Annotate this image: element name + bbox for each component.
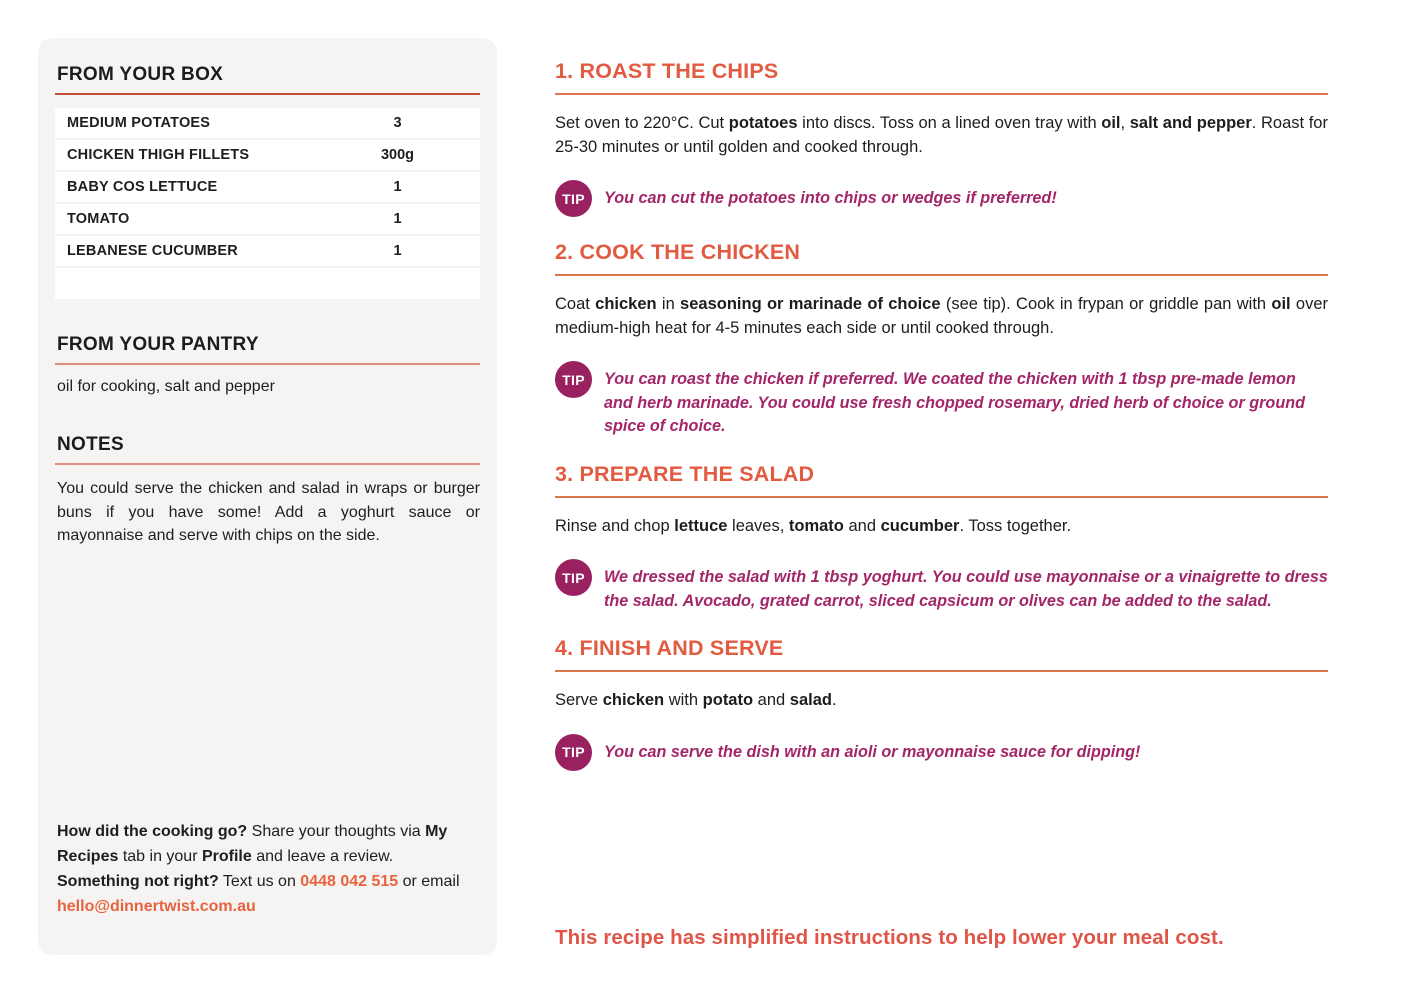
step-section-3: [555, 462, 1328, 614]
text-run: . Toss together.: [959, 516, 1072, 535]
step-rule: [555, 670, 1328, 672]
from-your-box-title: FROM YOUR BOX: [57, 64, 224, 85]
text-run: Rinse and chop: [555, 516, 675, 535]
text-run: ,: [1120, 114, 1130, 132]
ingredient-qty: 3: [393, 115, 402, 131]
step-title: 3. PREPARE THE SALAD: [555, 461, 815, 486]
text-run: Something not right?: [57, 873, 219, 890]
text-run: .: [831, 691, 837, 709]
ingredient-name: LEBANESE CUCUMBER: [67, 243, 238, 259]
ingredient-row: [55, 236, 480, 268]
notes-rule: [55, 463, 480, 465]
text-run: tab in your: [118, 848, 202, 865]
text-run: over medium-high heat for 4-5 minutes each side or until cooked through.: [555, 295, 1329, 337]
text-run: (see tip). Cook in frypan or griddle pan with: [940, 295, 1272, 313]
pantry-text: oil for cooking, salt and pepper: [57, 378, 275, 395]
tip-badge: TIP: [555, 180, 592, 217]
text-run: Share your thoughts via: [247, 823, 426, 840]
ingredient-qty: 1: [393, 243, 402, 259]
step-body: [555, 293, 1328, 340]
tip-text: You can cut the potatoes into chips or wedges if preferred!: [604, 189, 1057, 207]
recipe-sidebar-card: [38, 38, 497, 955]
ingredients-table: [55, 108, 480, 299]
text-run: chicken: [602, 691, 665, 709]
text-run: and leave a review.: [251, 848, 394, 865]
ingredient-qty: 1: [393, 211, 402, 227]
ingredient-name: BABY COS LETTUCE: [67, 179, 218, 195]
text-run: Serve: [555, 691, 603, 709]
tip-row: [555, 180, 1328, 217]
from-your-pantry-rule: [55, 363, 480, 365]
step-section-2: [555, 240, 1328, 439]
text-run: oil: [1271, 295, 1291, 313]
text-run: with: [664, 691, 703, 709]
ingredient-name: TOMATO: [67, 211, 130, 227]
ingredient-name: MEDIUM POTATOES: [67, 115, 211, 131]
text-run: seasoning or marinade of choice: [680, 295, 941, 313]
text-run: potatoes: [728, 114, 798, 132]
tip-row: [555, 734, 1328, 771]
text-run: Coat: [555, 295, 596, 313]
text-run: salad: [789, 691, 832, 709]
text-run: . Roast for 25-30 minutes or until golden and cooked through.: [555, 114, 1328, 156]
phone-number: 0448 042 515: [300, 873, 399, 890]
text-run: How did the cooking go?: [57, 823, 248, 840]
tip-text: You can serve the dish with an aioli or mayonnaise sauce for dipping!: [604, 742, 1141, 761]
text-run: cucumber: [880, 516, 960, 535]
ingredient-qty: 300g: [380, 147, 415, 163]
feedback-text: [55, 819, 480, 919]
step-section-4: [555, 636, 1328, 771]
notes-title: NOTES: [57, 434, 124, 455]
ingredient-row: [55, 204, 480, 236]
text-run: into discs. Toss on a lined oven tray with: [797, 114, 1102, 132]
from-your-pantry-title: FROM YOUR PANTRY: [57, 334, 259, 355]
email-link[interactable]: hello@dinnertwist.com.au: [57, 898, 256, 915]
step-body: [555, 112, 1328, 159]
cost-saving-note: This recipe has simplified instructions to help lower your meal cost.: [555, 926, 1224, 949]
tip-row: [555, 559, 1328, 613]
ingredient-name: CHICKEN THIGH FILLETS: [67, 147, 250, 163]
ingredient-row-empty: [55, 268, 480, 299]
text-run: Text us on: [218, 873, 301, 890]
text-run: lettuce: [674, 516, 728, 535]
step-section-1: [555, 59, 1328, 217]
step-title: 1. ROAST THE CHIPS: [555, 59, 779, 83]
text-run: tomato: [788, 516, 844, 535]
tip-text: We dressed the salad with 1 tbsp yoghurt. You could use mayonnaise or a vinaigrette to dress the salad. Avocado, grated carrot, sliced capsicum or olives can be added to the salad.: [604, 568, 1328, 610]
step-rule: [555, 274, 1328, 276]
text-run: leaves,: [727, 516, 789, 535]
step-rule: [555, 496, 1328, 498]
text-run: oil: [1101, 114, 1121, 132]
step-body: [555, 689, 1328, 713]
text-run: and: [753, 691, 790, 709]
ingredient-row: [55, 172, 480, 204]
text-run: in: [656, 295, 681, 313]
from-your-box-rule: [55, 93, 480, 95]
text-run: My Recipes: [57, 823, 448, 865]
tip-badge: TIP: [555, 361, 592, 398]
tip-badge: TIP: [555, 734, 592, 771]
ingredient-row: [55, 108, 480, 140]
text-run: and: [843, 516, 881, 535]
step-rule: [555, 93, 1328, 95]
tip-row: [555, 361, 1328, 439]
tip-text: You can roast the chicken if preferred. We coated the chicken with 1 tbsp pre-made lemon and herb marinade. You could use fresh chopped rosemary, dried herb of choice or ground spice of choice.: [604, 370, 1305, 435]
ingredient-row: [55, 140, 480, 172]
text-run: salt and pepper: [1129, 114, 1252, 132]
text-run: or email: [398, 873, 460, 890]
text-run: potato: [702, 691, 754, 709]
text-run: chicken: [595, 295, 657, 313]
notes-text: You could serve the chicken and salad in wraps or burger buns if you have some! Add a yoghurt sauce or mayonnaise and serve with chips on the side.: [57, 480, 480, 544]
text-run: Profile: [201, 848, 252, 865]
step-title: 2. COOK THE CHICKEN: [555, 240, 801, 264]
step-body: [555, 515, 1328, 539]
tip-badge: TIP: [555, 559, 592, 596]
step-title: 4. FINISH AND SERVE: [555, 636, 784, 660]
ingredient-qty: 1: [393, 179, 402, 195]
instructions-column: [555, 59, 1328, 794]
text-run: Set oven to 220°C. Cut: [555, 114, 729, 132]
